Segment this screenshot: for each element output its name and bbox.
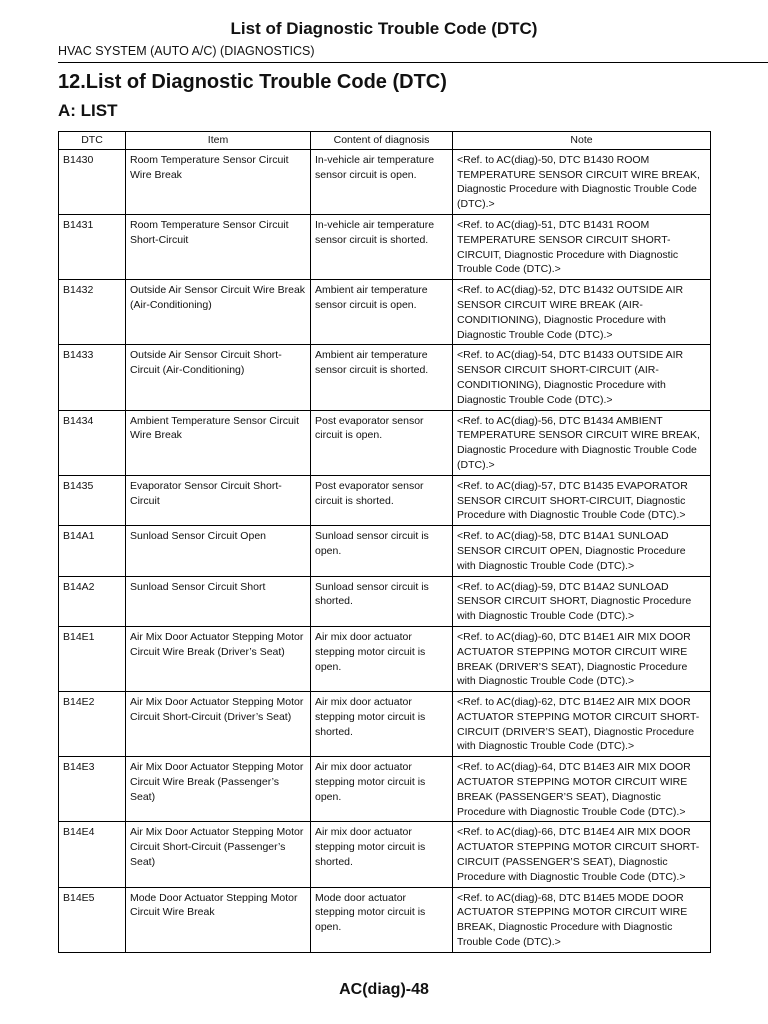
cell-item: Sunload Sensor Circuit Short: [126, 576, 311, 626]
cell-note: <Ref. to AC(diag)-50, DTC B1430 ROOM TEMPERATURE SENSOR CIRCUIT WIRE BREAK, Diagnostic Procedure with Diagnostic Trouble Code (DTC).>: [453, 149, 711, 214]
table-header-row: [59, 132, 711, 150]
cell-content: Post evaporator sensor circuit is shorted.: [311, 475, 453, 525]
cell-dtc: B1434: [59, 410, 126, 475]
cell-note: <Ref. to AC(diag)-57, DTC B1435 EVAPORATOR SENSOR CIRCUIT SHORT-CIRCUIT, Diagnostic Procedure with Diagnostic Trouble Code (DTC).>: [453, 475, 711, 525]
section-title: 12.List of Diagnostic Trouble Code (DTC): [58, 71, 447, 93]
cell-dtc: B1433: [59, 345, 126, 410]
table-row: [59, 475, 711, 525]
cell-dtc: B14A2: [59, 576, 126, 626]
page-header-subtitle: HVAC SYSTEM (AUTO A/C) (DIAGNOSTICS): [58, 44, 315, 58]
cell-item: Air Mix Door Actuator Stepping Motor Circuit Short-Circuit (Passenger’s Seat): [126, 822, 311, 887]
table-row: [59, 280, 711, 345]
section-subtitle: A: LIST: [58, 101, 118, 120]
cell-dtc: B1432: [59, 280, 126, 345]
cell-content: Sunload sensor circuit is open.: [311, 526, 453, 576]
header-divider: [58, 62, 768, 63]
cell-item: Air Mix Door Actuator Stepping Motor Circuit Wire Break (Passenger’s Seat): [126, 757, 311, 822]
cell-note: <Ref. to AC(diag)-59, DTC B14A2 SUNLOAD SENSOR CIRCUIT SHORT, Diagnostic Procedure with Diagnostic Trouble Code (DTC).>: [453, 576, 711, 626]
column-header-dtc: DTC: [59, 132, 126, 150]
cell-content: Air mix door actuator stepping motor circuit is open.: [311, 757, 453, 822]
cell-item: Room Temperature Sensor Circuit Short-Circuit: [126, 214, 311, 279]
table-row: [59, 692, 711, 757]
table-row: [59, 887, 711, 952]
cell-content: In-vehicle air temperature sensor circuit is open.: [311, 149, 453, 214]
table-row: [59, 822, 711, 887]
cell-dtc: B14E4: [59, 822, 126, 887]
cell-dtc: B14A1: [59, 526, 126, 576]
table-row: [59, 214, 711, 279]
cell-content: Sunload sensor circuit is shorted.: [311, 576, 453, 626]
cell-content: Mode door actuator stepping motor circuit is open.: [311, 887, 453, 952]
table-row: [59, 526, 711, 576]
cell-dtc: B1431: [59, 214, 126, 279]
column-header-content: Content of diagnosis: [311, 132, 453, 150]
cell-note: <Ref. to AC(diag)-68, DTC B14E5 MODE DOOR ACTUATOR STEPPING MOTOR CIRCUIT WIRE BREAK, Diagnostic Procedure with Diagnostic Trouble Code (DTC).>: [453, 887, 711, 952]
cell-dtc: B14E2: [59, 692, 126, 757]
cell-item: Air Mix Door Actuator Stepping Motor Circuit Short-Circuit (Driver’s Seat): [126, 692, 311, 757]
cell-note: <Ref. to AC(diag)-52, DTC B1432 OUTSIDE AIR SENSOR CIRCUIT WIRE BREAK (AIR-CONDITIONING), Diagnostic Procedure with Diagnostic Trouble Code (DTC).>: [453, 280, 711, 345]
cell-item: Sunload Sensor Circuit Open: [126, 526, 311, 576]
table-row: [59, 410, 711, 475]
cell-note: <Ref. to AC(diag)-62, DTC B14E2 AIR MIX DOOR ACTUATOR STEPPING MOTOR CIRCUIT SHORT-CIRCUIT (DRIVER’S SEAT), Diagnostic Procedure with Diagnostic Trouble Code (DTC).>: [453, 692, 711, 757]
dtc-table: [58, 131, 711, 953]
cell-content: Air mix door actuator stepping motor circuit is shorted.: [311, 692, 453, 757]
page-header-title: List of Diagnostic Trouble Code (DTC): [230, 19, 538, 38]
cell-note: <Ref. to AC(diag)-66, DTC B14E4 AIR MIX DOOR ACTUATOR STEPPING MOTOR CIRCUIT SHORT-CIRCUIT (PASSENGER’S SEAT), Diagnostic Procedure with Diagnostic Trouble Code (DTC).>: [453, 822, 711, 887]
cell-dtc: B1435: [59, 475, 126, 525]
cell-content: Air mix door actuator stepping motor circuit is shorted.: [311, 822, 453, 887]
table-row: [59, 149, 711, 214]
cell-item: Room Temperature Sensor Circuit Wire Break: [126, 149, 311, 214]
column-header-note: Note: [453, 132, 711, 150]
cell-note: <Ref. to AC(diag)-51, DTC B1431 ROOM TEMPERATURE SENSOR CIRCUIT SHORT-CIRCUIT, Diagnostic Procedure with Diagnostic Trouble Code (DTC).>: [453, 214, 711, 279]
page-number: AC(diag)-48: [339, 981, 429, 998]
table-row: [59, 626, 711, 691]
cell-note: <Ref. to AC(diag)-56, DTC B1434 AMBIENT TEMPERATURE SENSOR CIRCUIT WIRE BREAK, Diagnostic Procedure with Diagnostic Trouble Code (DTC).>: [453, 410, 711, 475]
cell-item: Evaporator Sensor Circuit Short-Circuit: [126, 475, 311, 525]
table-row: [59, 576, 711, 626]
cell-item: Air Mix Door Actuator Stepping Motor Circuit Wire Break (Driver’s Seat): [126, 626, 311, 691]
cell-item: Ambient Temperature Sensor Circuit Wire Break: [126, 410, 311, 475]
cell-content: In-vehicle air temperature sensor circuit is shorted.: [311, 214, 453, 279]
cell-dtc: B14E3: [59, 757, 126, 822]
cell-content: Post evaporator sensor circuit is open.: [311, 410, 453, 475]
cell-content: Air mix door actuator stepping motor circuit is open.: [311, 626, 453, 691]
cell-note: <Ref. to AC(diag)-58, DTC B14A1 SUNLOAD SENSOR CIRCUIT OPEN, Diagnostic Procedure with Diagnostic Trouble Code (DTC).>: [453, 526, 711, 576]
cell-dtc: B14E5: [59, 887, 126, 952]
cell-content: Ambient air temperature sensor circuit is shorted.: [311, 345, 453, 410]
cell-item: Outside Air Sensor Circuit Wire Break (Air-Conditioning): [126, 280, 311, 345]
cell-item: Mode Door Actuator Stepping Motor Circuit Wire Break: [126, 887, 311, 952]
cell-dtc: B1430: [59, 149, 126, 214]
cell-note: <Ref. to AC(diag)-60, DTC B14E1 AIR MIX DOOR ACTUATOR STEPPING MOTOR CIRCUIT WIRE BREAK (DRIVER’S SEAT), Diagnostic Procedure with Diagnostic Trouble Code (DTC).>: [453, 626, 711, 691]
column-header-item: Item: [126, 132, 311, 150]
cell-note: <Ref. to AC(diag)-54, DTC B1433 OUTSIDE AIR SENSOR CIRCUIT SHORT-CIRCUIT (AIR-CONDITIONING), Diagnostic Procedure with Diagnostic Trouble Code (DTC).>: [453, 345, 711, 410]
table-row: [59, 757, 711, 822]
cell-note: <Ref. to AC(diag)-64, DTC B14E3 AIR MIX DOOR ACTUATOR STEPPING MOTOR CIRCUIT WIRE BREAK (PASSENGER’S SEAT), Diagnostic Procedure with Diagnostic Trouble Code (DTC).>: [453, 757, 711, 822]
cell-item: Outside Air Sensor Circuit Short-Circuit (Air-Conditioning): [126, 345, 311, 410]
cell-content: Ambient air temperature sensor circuit is open.: [311, 280, 453, 345]
cell-dtc: B14E1: [59, 626, 126, 691]
table-row: [59, 345, 711, 410]
